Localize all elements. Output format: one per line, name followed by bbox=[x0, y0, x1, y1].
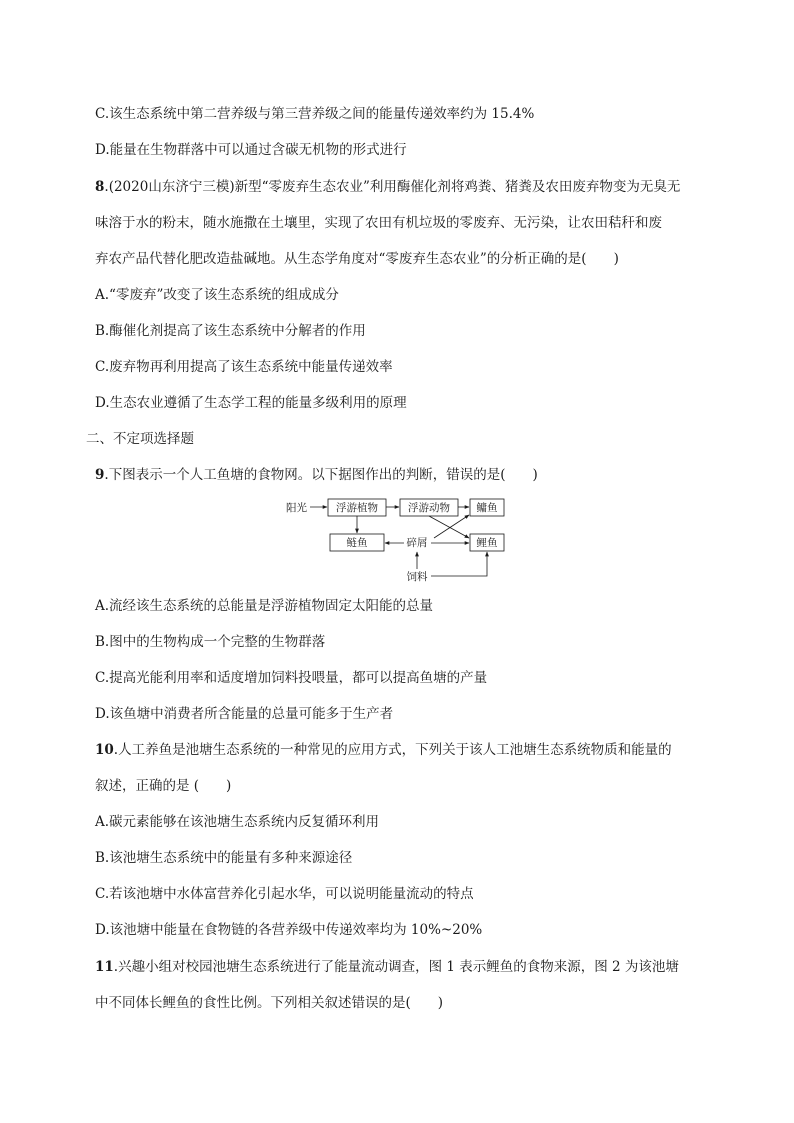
q8-stem-line3: 弃农产品代替化肥改造盐碱地。从生态学角度对“零废弃生态农业”的分析正确的是( ) bbox=[95, 251, 619, 267]
q11-stem-line2: 中不同体长鲤鱼的食性比例。下列相关叙述错误的是( ) bbox=[95, 995, 444, 1011]
node-bighead-carp: 鳙鱼 bbox=[476, 502, 498, 514]
q9-option-d: D.该鱼塘中消费者所含能量的总量可能多于生产者 bbox=[95, 706, 394, 722]
q8-stem-text: .(2020山东济宁三模)新型“零废弃生态农业”利用酶催化剂将鸡粪、猪粪及农田废弃物变为无臭无 bbox=[104, 179, 681, 195]
q8-option-d: D.生态农业遵循了生态学工程的能量多级利用的原理 bbox=[95, 395, 407, 411]
q10-option-a: A.碳元素能够在该池塘生态系统内反复循环利用 bbox=[95, 814, 380, 830]
q10-stem-line1 bbox=[95, 740, 672, 760]
q7-option-d: D.能量在生物群落中可以通过含碳无机物的形式进行 bbox=[95, 142, 407, 158]
q9-option-b: B.图中的生物构成一个完整的生物群落 bbox=[95, 634, 326, 650]
node-zooplankton: 浮游动物 bbox=[408, 502, 450, 514]
node-detritus: 碎屑 bbox=[406, 537, 428, 549]
q10-option-c: C.若该池塘中水体富营养化引起水华，可以说明能量流动的特点 bbox=[95, 886, 474, 902]
q10-stem-line2: 叙述，正确的是 ( ) bbox=[95, 778, 232, 794]
q9-option-a: A.流经该生态系统的总能量是浮游植物固定太阳能的总量 bbox=[95, 598, 434, 614]
node-common-carp: 鲤鱼 bbox=[476, 537, 498, 549]
q10-option-b: B.该池塘生态系统中的能量有多种来源途径 bbox=[95, 850, 353, 866]
q9-stem bbox=[95, 465, 538, 485]
q9-number: 9 bbox=[95, 467, 105, 483]
q11-stem-line1 bbox=[95, 957, 679, 977]
node-silver-carp: 鲢鱼 bbox=[346, 537, 368, 549]
q8-stem-line2: 味溶于水的粉末，随水施撒在土壤里，实现了农田有机垃圾的零废弃、无污染，让农田秸秆和废 bbox=[95, 215, 662, 231]
section-heading: 二、不定项选择题 bbox=[86, 431, 194, 447]
node-phytoplankton: 浮游植物 bbox=[336, 502, 378, 514]
q11-stem-text: .兴趣小组对校园池塘生态系统进行了能量流动调查，图 1 表示鲤鱼的食物来源，图 2 为该池塘 bbox=[113, 959, 679, 975]
q8-option-b: B.酶催化剂提高了该生态系统中分解者的作用 bbox=[95, 323, 366, 339]
q10-number: 10 bbox=[95, 742, 114, 758]
q10-stem-text: .人工养鱼是池塘生态系统的一种常见的应用方式，下列关于该人工池塘生态系统物质和能量的 bbox=[113, 742, 672, 758]
q9-stem-text: .下图表示一个人工鱼塘的食物网。以下据图作出的判断，错误的是( ) bbox=[104, 467, 538, 483]
q8-option-c: C.废弃物再利用提高了该生态系统中能量传递效率 bbox=[95, 359, 393, 375]
q8-number: 8 bbox=[95, 179, 105, 195]
q8-stem-line1 bbox=[95, 177, 680, 197]
q11-number: 11 bbox=[95, 959, 114, 975]
edge-feed-commoncarp bbox=[431, 552, 487, 576]
q7-option-c: C.该生态系统中第二营养级与第三营养级之间的能量传递效率约为 15.4% bbox=[95, 106, 535, 122]
food-web-diagram bbox=[284, 491, 510, 585]
node-sunlight: 阳光 bbox=[286, 502, 307, 514]
q8-option-a: A.“零废弃”改变了该生态系统的组成成分 bbox=[95, 287, 339, 303]
q10-option-d: D.该池塘中能量在食物链的各营养级中传递效率均为 10%~20% bbox=[95, 922, 483, 938]
edge-detritus-bighead bbox=[434, 515, 469, 538]
node-feed: 饲料 bbox=[406, 571, 428, 583]
q9-option-c: C.提高光能利用率和适度增加饲料投喂量，都可以提高鱼塘的产量 bbox=[95, 670, 488, 686]
